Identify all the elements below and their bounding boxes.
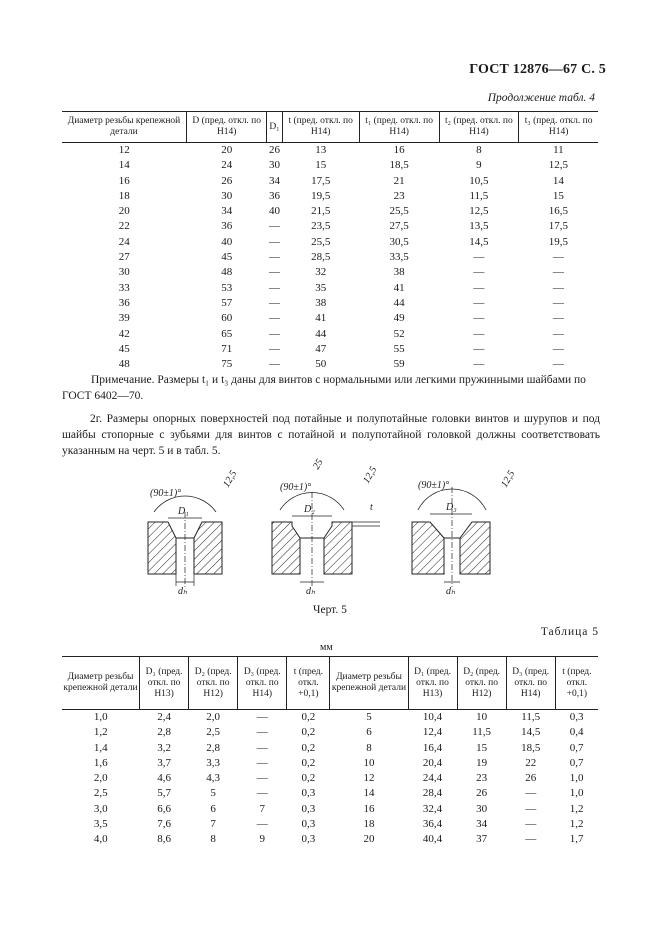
table-cell: 57	[221, 296, 233, 309]
table-cell: 26	[221, 174, 233, 187]
table-cell: —	[256, 772, 268, 785]
table-cell: 18	[363, 818, 375, 831]
table-cell: 18,5	[389, 159, 409, 172]
table-cell: 0,4	[569, 726, 584, 739]
paragraph-2g: 2г. Размеры опорных поверхностей под потайные и полупотайные головки винтов и шурупов и под шайбы стопорные с зубьями для винтов с потайной и полупотайной головкой должны соответствовать указанным на черт. 5 и в табл. 5.	[62, 413, 600, 457]
table-cell: 2,0	[206, 711, 221, 723]
angle-label-1: (90±1)°	[150, 488, 182, 499]
table-cell: 60	[221, 312, 233, 325]
table-row	[62, 771, 598, 786]
table4-header-2: D₁	[267, 112, 282, 143]
table-cell: —	[256, 818, 268, 831]
table-cell: 20,4	[422, 756, 443, 769]
table-cell: 44	[315, 327, 327, 340]
table-cell: —	[552, 358, 564, 371]
table-cell: 36	[269, 189, 281, 202]
table-cell: 30	[269, 159, 281, 172]
table-cell: 3,0	[93, 802, 108, 815]
table-cell: —	[525, 833, 537, 846]
table5-header-3: D₃ (пред. откл. по H14)	[238, 657, 287, 710]
table-cell: 2,0	[93, 772, 108, 785]
table-cell: —	[269, 266, 281, 279]
dim-dh-3: dₕ	[446, 586, 456, 597]
table-row	[62, 296, 598, 311]
table-cell: 8	[210, 833, 216, 846]
table-cell: —	[552, 281, 564, 294]
table-cell: 3,7	[157, 756, 171, 769]
table-cell: —	[256, 726, 268, 739]
table-cell: 10	[363, 756, 375, 769]
table-cell: 16,5	[548, 205, 568, 218]
table-cell: 59	[393, 358, 405, 371]
table-cell: 38	[393, 266, 405, 279]
table-cell: 0,2	[301, 756, 316, 769]
table-cell: 5	[366, 711, 372, 723]
table-cell: 24	[221, 159, 233, 172]
table-cell: 18,5	[521, 741, 541, 754]
table-cell: 14	[552, 174, 564, 187]
drawing-5	[140, 452, 520, 600]
roughness-3: 12,5	[499, 468, 518, 490]
table-cell: 12,4	[422, 726, 443, 739]
table-cell: —	[269, 251, 281, 264]
table-cell: 17,5	[311, 174, 331, 187]
table-cell: 13	[315, 144, 327, 156]
note: Примечание. Размеры t₁ и t₃ даны для винтов с нормальными или легкими пружинными шайбами по	[91, 374, 586, 386]
table-4-caption: Продолжение табл. 4	[487, 92, 595, 104]
table-cell: —	[256, 711, 268, 723]
table-cell: 0,2	[301, 711, 316, 723]
table-cell: —	[269, 312, 281, 325]
table-cell: 11,5	[521, 711, 541, 723]
table-cell: 10,4	[422, 711, 443, 723]
table-cell: 71	[221, 342, 233, 355]
table-cell: 9	[259, 833, 265, 846]
table-4	[62, 111, 598, 372]
table-cell: 27	[118, 251, 130, 264]
table-cell: 1,7	[569, 833, 584, 846]
table-row	[62, 741, 598, 756]
table-cell: 2,8	[157, 726, 171, 739]
table-cell: 11,5	[472, 726, 492, 739]
table-cell: 5	[210, 787, 216, 800]
table-row	[62, 174, 598, 189]
roughness-small: 25	[311, 457, 326, 472]
table-cell: 49	[393, 312, 405, 325]
table-cell: 38	[315, 296, 327, 309]
table-cell: 0,3	[301, 787, 316, 800]
table-cell: 15	[552, 189, 564, 202]
table-cell: 32,4	[422, 802, 443, 815]
table-cell: 30	[476, 802, 488, 815]
table-cell: —	[473, 296, 485, 309]
table-cell: 22	[118, 220, 130, 233]
table-cell: —	[552, 327, 564, 340]
table-cell: 1,0	[569, 787, 584, 800]
table-cell: 3,5	[93, 818, 108, 831]
table-cell: 11,5	[469, 189, 489, 202]
dim-dh-2: dₕ	[306, 586, 316, 597]
table5-header-7: D₂ (пред. откл. по H12)	[457, 657, 506, 710]
table-cell: 20	[363, 833, 375, 846]
table-cell: —	[552, 266, 564, 279]
table-cell: —	[269, 358, 281, 371]
table-cell: 6,6	[157, 802, 171, 815]
table-cell: 4,3	[206, 772, 221, 785]
table-cell: 20	[118, 205, 130, 218]
table-cell: —	[256, 787, 268, 800]
table5-header-4: t (пред. откл. +0,1)	[287, 657, 330, 710]
table-cell: 20	[221, 144, 233, 156]
table-cell: —	[473, 281, 485, 294]
table-row	[62, 327, 598, 342]
table-cell: 36,4	[422, 818, 443, 831]
table-cell: 10,5	[469, 174, 489, 187]
table-cell: —	[552, 312, 564, 325]
table-cell: 1,6	[93, 756, 108, 769]
table-cell: 1,2	[93, 726, 108, 739]
table-cell: 0,3	[569, 711, 584, 723]
table-5-caption: Таблица 5	[540, 626, 599, 638]
table-cell: 1,0	[569, 772, 584, 785]
table5-header-9: t (пред. откл. +0,1)	[555, 657, 598, 710]
table-cell: —	[525, 787, 537, 800]
table-cell: 16,4	[422, 741, 443, 754]
table5-header-5: Диаметр резьбы крепежной детали	[330, 657, 408, 710]
table-cell: 1,4	[93, 741, 108, 754]
table-cell: 22	[525, 756, 537, 769]
table-cell: 0,3	[301, 818, 316, 831]
table-cell: 15	[476, 741, 488, 754]
table-row	[62, 342, 598, 357]
table-cell: 33	[118, 281, 130, 294]
table-row	[62, 281, 598, 296]
table-cell: 41	[393, 281, 405, 294]
table-cell: 75	[221, 358, 233, 371]
roughness-2: 12,5	[361, 464, 380, 486]
table-cell: 48	[118, 358, 130, 371]
table-row	[62, 235, 598, 250]
table-cell: —	[269, 296, 281, 309]
table-cell: 28,4	[422, 787, 443, 800]
table-cell: —	[269, 235, 281, 248]
table-cell: 27,5	[389, 220, 409, 233]
table-cell: 21,5	[311, 205, 331, 218]
table-row	[62, 143, 598, 159]
table-cell: —	[473, 251, 485, 264]
table-cell: 7	[210, 818, 216, 831]
table-cell: 16	[393, 144, 405, 156]
table-cell: 12,5	[548, 159, 568, 172]
table4-header-3: t (пред. откл. по H14)	[282, 112, 359, 143]
table-cell: 28,5	[311, 251, 331, 264]
table-cell: 34	[221, 205, 233, 218]
table-cell: 19,5	[311, 189, 331, 202]
table-cell: 24,4	[422, 772, 443, 785]
table-row	[62, 802, 598, 817]
table-cell: 16	[363, 802, 375, 815]
table-cell: 14,5	[521, 726, 541, 739]
table4-header-5: t₂ (пред. откл. по H14)	[439, 112, 519, 143]
table-cell: —	[256, 741, 268, 754]
table-cell: 16	[118, 174, 130, 187]
table-cell: 48	[221, 266, 233, 279]
table-cell: 0,2	[301, 726, 316, 739]
table-cell: 44	[393, 296, 405, 309]
table-cell: —	[269, 281, 281, 294]
table-cell: 36	[118, 296, 130, 309]
dim-t: t	[370, 502, 373, 513]
table-cell: 32	[315, 266, 327, 279]
page-header: ГОСТ 12876—67 С. 5	[469, 62, 606, 77]
table-cell: —	[473, 312, 485, 325]
table-cell: 26	[269, 144, 281, 156]
table-row	[62, 189, 598, 204]
table-cell: 7,6	[157, 818, 171, 831]
table-row	[62, 250, 598, 265]
table-cell: 8,6	[157, 833, 171, 846]
table-row	[62, 204, 598, 219]
table-cell: 12	[363, 772, 375, 785]
table-cell: —	[269, 327, 281, 340]
figure-caption: Черт. 5	[313, 604, 347, 616]
table-cell: 52	[393, 327, 405, 340]
table-cell: 19	[476, 756, 488, 769]
table-cell: 9	[476, 159, 482, 172]
table-cell: 53	[221, 281, 233, 294]
table-cell: 12,5	[469, 205, 489, 218]
table-cell: 0,3	[301, 833, 316, 846]
table-cell: 26	[525, 772, 537, 785]
table-cell: 23	[393, 189, 405, 202]
table-cell: 0,7	[569, 756, 584, 769]
table-cell: 55	[393, 342, 405, 355]
table-cell: 25,5	[311, 235, 331, 248]
dim-dh-1: dₕ	[178, 586, 188, 597]
table-row	[62, 832, 598, 847]
dim-d3: D₃	[446, 502, 457, 513]
table-cell: 33,5	[389, 251, 409, 264]
table-cell: —	[473, 358, 485, 371]
table-cell: 40	[221, 235, 233, 248]
table-cell: 2,4	[157, 711, 171, 723]
table-cell: —	[256, 756, 268, 769]
table4-header-1: D (пред. откл. по H14)	[187, 112, 267, 143]
table-cell: 40,4	[422, 833, 443, 846]
dim-d2: D₂	[304, 504, 315, 515]
table-cell: 25,5	[389, 205, 409, 218]
table-cell: 4,0	[93, 833, 108, 846]
table-cell: 2,5	[206, 726, 221, 739]
table-cell: 36	[221, 220, 233, 233]
table-row	[62, 786, 598, 801]
table-cell: 30	[221, 189, 233, 202]
table-row	[62, 265, 598, 280]
table-5	[62, 656, 598, 848]
table-cell: 39	[118, 312, 130, 325]
angle-label-2: (90±1)°	[280, 482, 312, 493]
table4-header-4: t₁ (пред. откл. по H14)	[359, 112, 439, 143]
table-cell: 24	[118, 235, 130, 248]
table5-header-1: D₁ (пред. откл. по H13)	[140, 657, 189, 710]
table-cell: 14,5	[469, 235, 489, 248]
table-cell: —	[552, 296, 564, 309]
table-cell: 8	[366, 741, 372, 754]
note-continuation: ГОСТ 6402—70.	[62, 390, 144, 402]
angle-label-3: (90±1)°	[418, 480, 450, 491]
table-cell: 3,2	[157, 741, 171, 754]
table-cell: 13,5	[469, 220, 489, 233]
table-cell: 18	[118, 189, 130, 202]
table5-header-8: D₃ (пред. откл. по H14)	[506, 657, 555, 710]
table-cell: 1,0	[93, 711, 108, 723]
table-cell: —	[552, 342, 564, 355]
table-cell: 2,5	[93, 787, 108, 800]
table-cell: 14	[363, 787, 375, 800]
unit-label: мм	[320, 642, 333, 653]
table-cell: 23,5	[311, 220, 331, 233]
table-cell: 6	[366, 726, 372, 739]
table-cell: 34	[269, 174, 281, 187]
table-cell: 0,2	[301, 741, 316, 754]
table-cell: 1,2	[569, 802, 584, 815]
table4-header-6: t₃ (пред. откл. по H14)	[519, 112, 598, 143]
table-cell: 30,5	[389, 235, 409, 248]
table-row	[62, 357, 598, 372]
table-cell: —	[525, 802, 537, 815]
table-row	[62, 817, 598, 832]
table-row	[62, 219, 598, 234]
table-cell: 19,5	[548, 235, 568, 248]
table-cell: 1,2	[569, 818, 584, 831]
table-cell: 45	[118, 342, 130, 355]
table-cell: 12	[118, 144, 130, 156]
table-row	[62, 311, 598, 326]
table-cell: 14	[118, 159, 130, 172]
table-cell: 50	[315, 358, 327, 371]
table-cell: 41	[315, 312, 327, 325]
table-cell: 4,6	[157, 772, 171, 785]
table-cell: —	[473, 266, 485, 279]
table-cell: —	[473, 327, 485, 340]
table-cell: 47	[315, 342, 327, 355]
table-cell: 30	[118, 266, 130, 279]
table-row	[62, 756, 598, 771]
table-cell: 10	[476, 711, 488, 723]
table-cell: 26	[476, 787, 488, 800]
table-cell: 8	[476, 144, 482, 156]
table-cell: —	[269, 342, 281, 355]
table-cell: 42	[118, 327, 130, 340]
table-cell: 37	[476, 833, 488, 846]
table-cell: 17,5	[548, 220, 568, 233]
table5-header-6: D₁ (пред. откл. по H13)	[408, 657, 457, 710]
table4-header-0: Диаметр резьбы крепежной детали	[62, 112, 187, 143]
table-row	[62, 158, 598, 173]
table-cell: 0,3	[301, 802, 316, 815]
table-row	[62, 725, 598, 740]
table-cell: 6	[210, 802, 216, 815]
table5-header-0: Диаметр резьбы крепежной детали	[62, 657, 140, 710]
table-cell: 0,2	[301, 772, 316, 785]
table-cell: 65	[221, 327, 233, 340]
dim-d1: D₁	[178, 506, 189, 517]
table-cell: 11	[553, 144, 564, 156]
table5-header-2: D₂ (пред. откл. по H12)	[189, 657, 238, 710]
table-cell: 40	[269, 205, 281, 218]
table-cell: —	[525, 818, 537, 831]
table-cell: —	[473, 342, 485, 355]
table-cell: 23	[476, 772, 488, 785]
table-cell: —	[552, 251, 564, 264]
roughness-1: 12,5	[221, 468, 240, 490]
table-cell: 35	[315, 281, 327, 294]
countersink-view-2	[272, 492, 380, 587]
table-row	[62, 710, 598, 726]
table-cell: 45	[221, 251, 233, 264]
table-cell: 0,7	[569, 741, 584, 754]
table-cell: 2,8	[206, 741, 221, 754]
table-cell: 15	[315, 159, 327, 172]
table-cell: 3,3	[206, 756, 221, 769]
table-cell: 5,7	[157, 787, 171, 800]
table-cell: —	[269, 220, 281, 233]
table-cell: 34	[476, 818, 488, 831]
table-cell: 7	[259, 802, 265, 815]
table-cell: 21	[393, 174, 405, 187]
